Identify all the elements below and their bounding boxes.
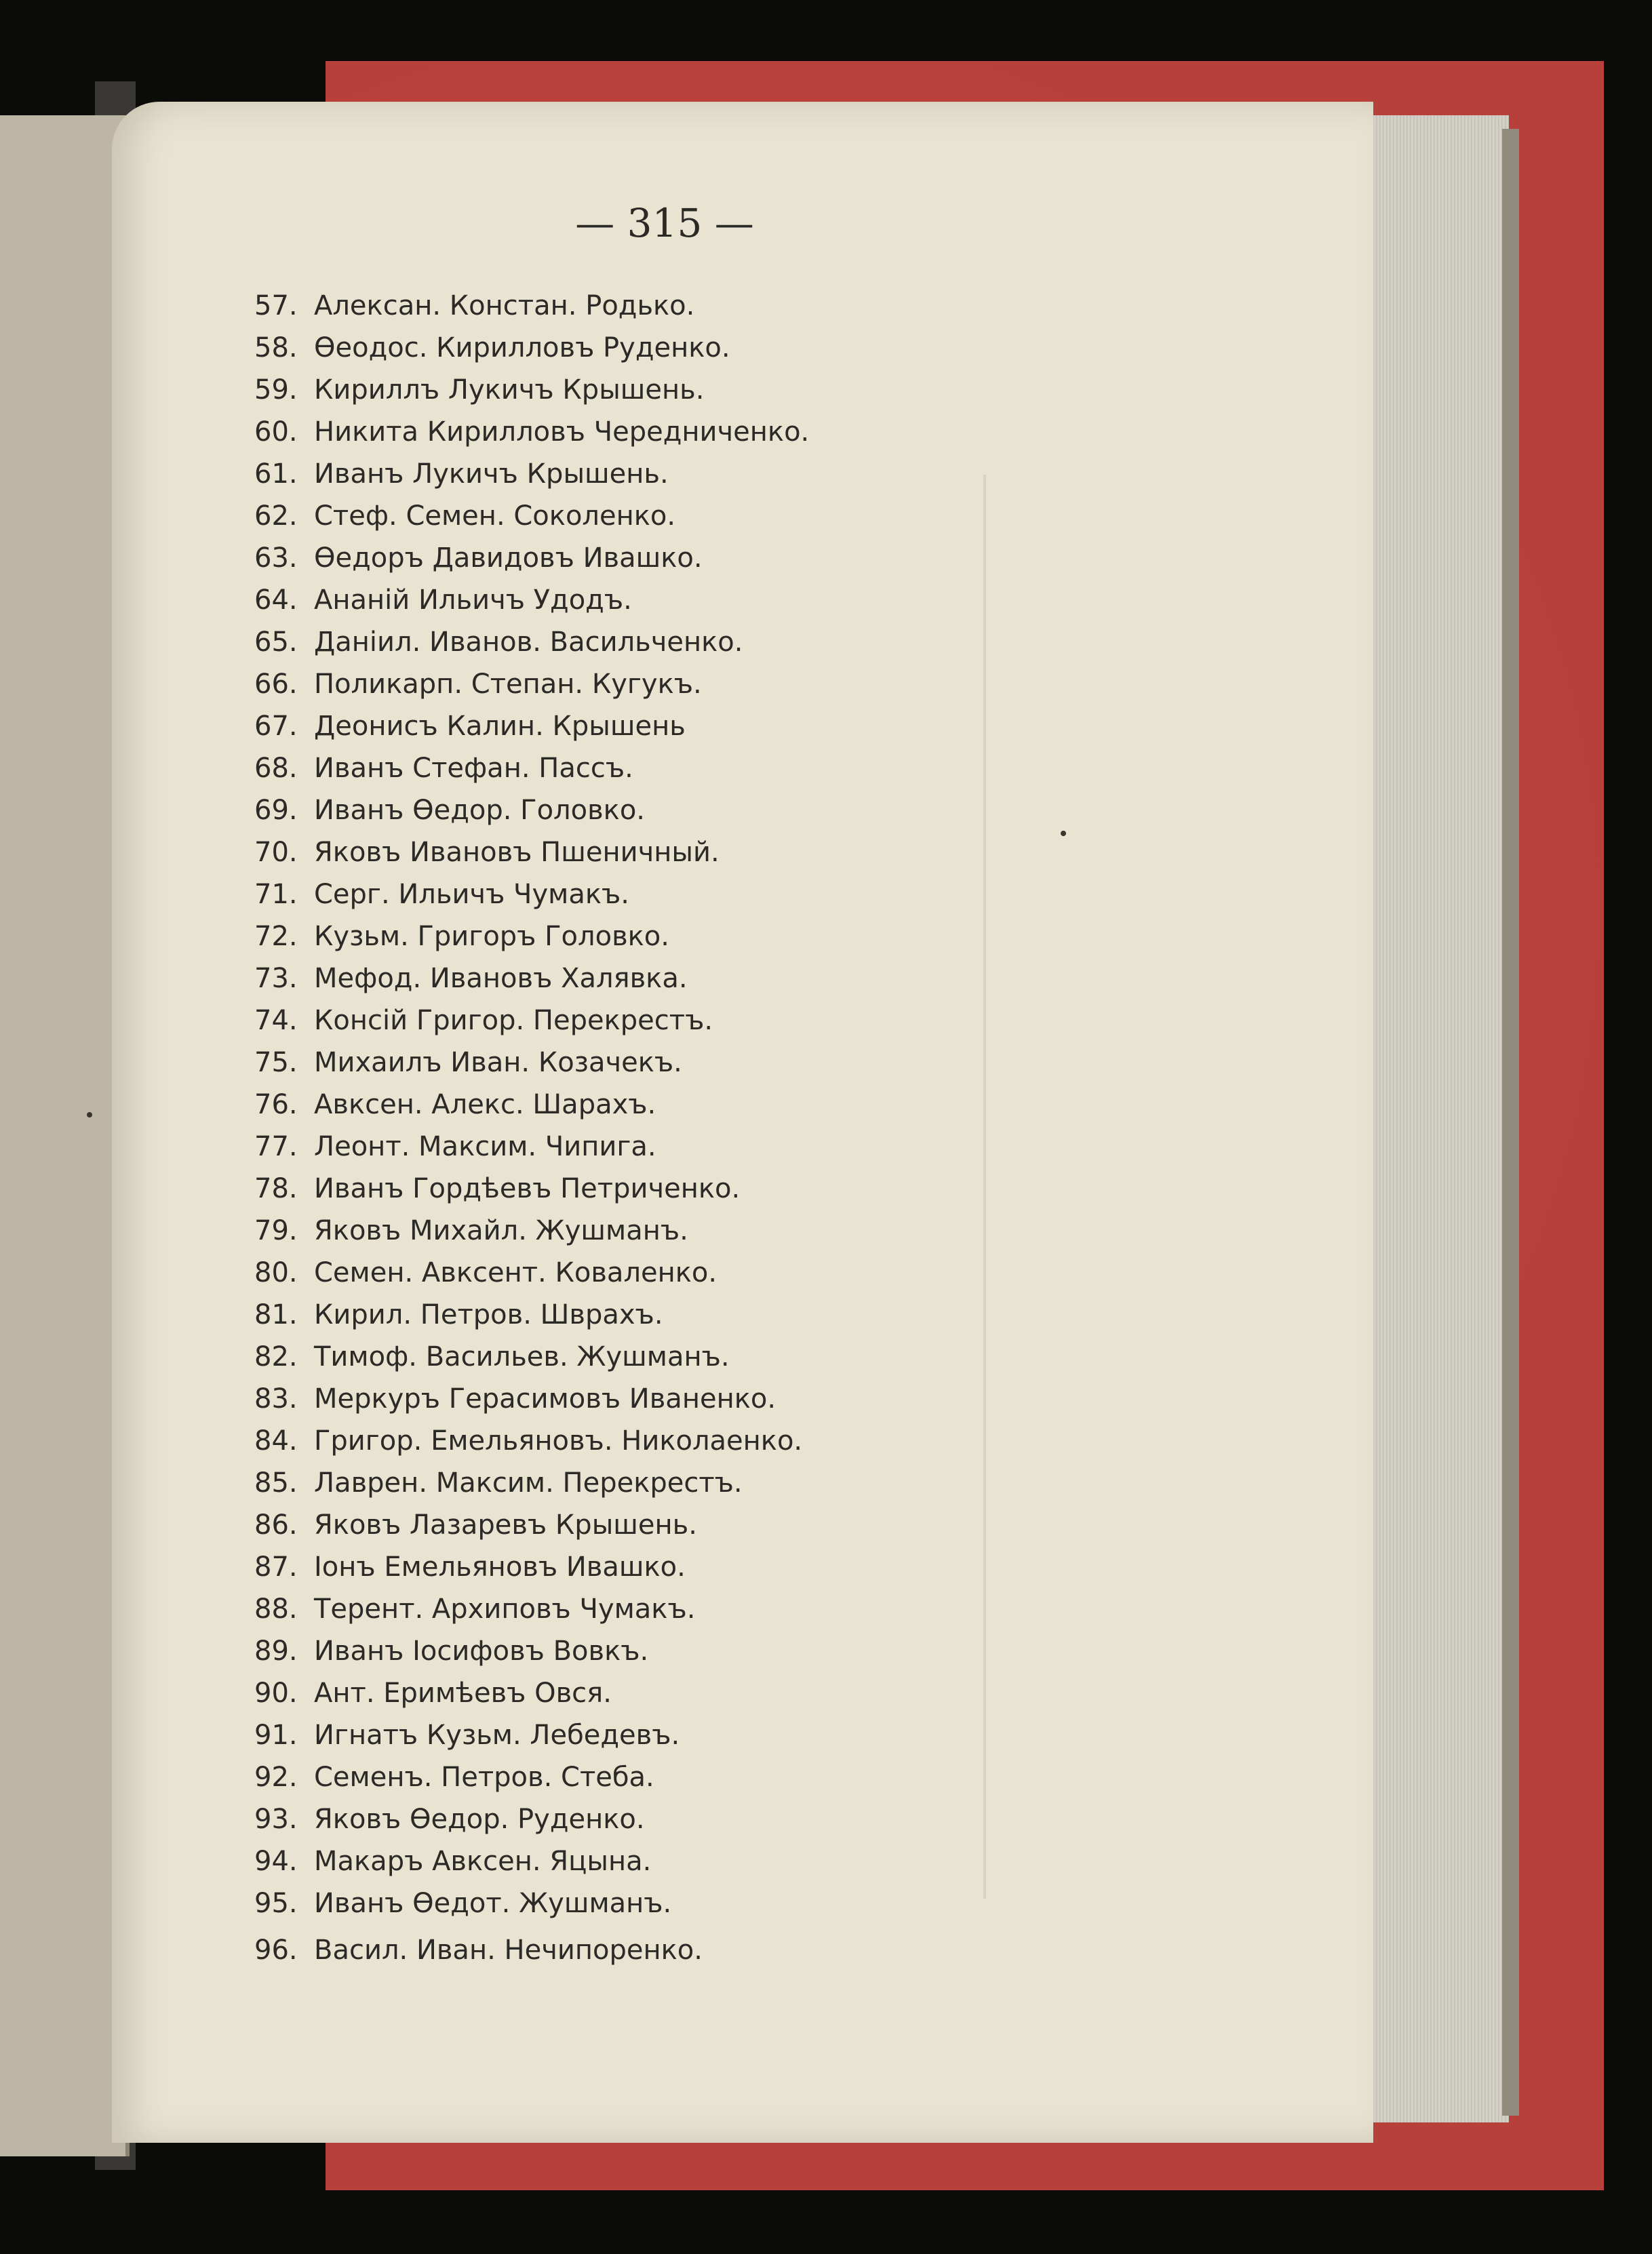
list-item [254, 285, 694, 327]
list-item [254, 1420, 802, 1462]
list-item [254, 1294, 663, 1336]
item-number: 77. [254, 1131, 298, 1162]
item-name: Иванъ Гордѣевъ Петриченко. [314, 1173, 741, 1204]
item-number: 95. [254, 1888, 298, 1919]
item-number: 87. [254, 1551, 298, 1583]
show-through [983, 475, 1230, 1899]
list-item [254, 1210, 688, 1252]
list-item [254, 1882, 671, 1924]
list-item [254, 453, 669, 495]
item-name: Меркуръ Герасимовъ Иваненко. [314, 1383, 776, 1415]
left-page [0, 115, 130, 2156]
item-number: 66. [254, 669, 298, 700]
item-name: Иванъ Ѳедот. Жушманъ. [314, 1888, 672, 1919]
item-name: Иванъ Ѳедор. Головко. [314, 795, 646, 826]
item-name: Консій Григор. Перекрестъ. [314, 1005, 713, 1036]
list-item [254, 1168, 740, 1210]
item-name: Ѳедоръ Давидовъ Ивашко. [314, 542, 703, 574]
list-item [254, 1126, 656, 1168]
list-item [254, 327, 730, 369]
list-item [254, 1714, 680, 1756]
list-item [254, 1336, 730, 1378]
item-number: 89. [254, 1636, 298, 1667]
item-number: 59. [254, 374, 298, 406]
list-item [254, 1546, 686, 1588]
list-item [254, 873, 629, 915]
item-number: 67. [254, 711, 298, 742]
list-item [254, 1630, 648, 1672]
item-name: Яковъ Ѳедор. Руденко. [314, 1804, 645, 1835]
page-edges-shadow [1502, 129, 1519, 2116]
item-name: Григор. Емельяновъ. Николаенко. [314, 1425, 803, 1457]
list-item [254, 1756, 654, 1798]
item-number: 86. [254, 1509, 298, 1541]
item-name: Авксен. Алекс. Шарахъ. [314, 1089, 656, 1120]
item-name: Михаилъ Иван. Козачекъ. [314, 1047, 682, 1078]
list-item [254, 1929, 703, 1971]
item-number: 92. [254, 1762, 298, 1793]
item-name: Мефод. Ивановъ Халявка. [314, 963, 688, 994]
list-item [254, 1042, 682, 1084]
item-name: Ананій Ильичъ Удодъ. [314, 585, 632, 616]
item-name: Іонъ Емельяновъ Ивашко. [314, 1551, 686, 1583]
list-item [254, 579, 632, 621]
item-name: Алексан. Констан. Родько. [314, 290, 695, 321]
paper-speck [1061, 831, 1066, 836]
list-item [254, 537, 703, 579]
item-number: 58. [254, 332, 298, 363]
paper-speck [87, 1112, 92, 1118]
item-number: 76. [254, 1089, 298, 1120]
list-item [254, 747, 633, 789]
item-number: 84. [254, 1425, 298, 1457]
item-number: 81. [254, 1299, 298, 1330]
item-name: Ант. Еримѣевъ Овся. [314, 1678, 612, 1709]
item-name: Иванъ Лукичъ Крышень. [314, 458, 669, 490]
list-item [254, 789, 645, 831]
item-name: Тимоф. Васильев. Жушманъ. [314, 1341, 730, 1372]
item-number: 88. [254, 1594, 298, 1625]
item-name: Игнатъ Кузьм. Лебедевъ. [314, 1720, 680, 1751]
list-item [254, 621, 743, 663]
item-number: 94. [254, 1846, 298, 1877]
item-name: Терент. Архиповъ Чумакъ. [314, 1594, 696, 1625]
item-name: Кирил. Петров. Шврахъ. [314, 1299, 663, 1330]
item-number: 78. [254, 1173, 298, 1204]
item-number: 85. [254, 1467, 298, 1499]
item-name: Яковъ Ивановъ Пшеничный. [314, 837, 720, 868]
item-name: Иванъ Стефан. Пассъ. [314, 753, 633, 784]
list-item [254, 1252, 717, 1294]
item-number: 63. [254, 542, 298, 574]
item-name: Даніил. Иванов. Васильченко. [314, 627, 743, 658]
item-name: Иванъ Іосифовъ Вовкъ. [314, 1636, 649, 1667]
item-number: 71. [254, 879, 298, 910]
item-number: 91. [254, 1720, 298, 1751]
item-number: 79. [254, 1215, 298, 1246]
item-number: 60. [254, 416, 298, 448]
item-name: Серг. Ильичъ Чумакъ. [314, 879, 629, 910]
item-number: 70. [254, 837, 298, 868]
list-item [254, 915, 669, 957]
item-number: 61. [254, 458, 298, 490]
item-number: 93. [254, 1804, 298, 1835]
item-number: 68. [254, 753, 298, 784]
item-name: Ѳеодос. Кирилловъ Руденко. [314, 332, 730, 363]
item-name: Яковъ Лазаревъ Крышень. [314, 1509, 697, 1541]
item-number: 74. [254, 1005, 298, 1036]
list-item [254, 1798, 645, 1840]
list-item [254, 957, 688, 1000]
item-name: Семенъ. Петров. Стеба. [314, 1762, 654, 1793]
item-number: 73. [254, 963, 298, 994]
item-number: 69. [254, 795, 298, 826]
list-item [254, 369, 704, 411]
item-number: 57. [254, 290, 298, 321]
list-item [254, 1588, 695, 1630]
list-item [254, 1840, 651, 1882]
list-item [254, 1000, 713, 1042]
list-item [254, 1084, 656, 1126]
item-name: Семен. Авксент. Коваленко. [314, 1257, 717, 1288]
page-number: — 315 — [575, 200, 754, 246]
item-number: 65. [254, 627, 298, 658]
item-name: Поликарп. Степан. Кугукъ. [314, 669, 702, 700]
item-number: 90. [254, 1678, 298, 1709]
list-item [254, 705, 686, 747]
item-name: Макаръ Авксен. Яцына. [314, 1846, 652, 1877]
item-name: Яковъ Михайл. Жушманъ. [314, 1215, 688, 1246]
item-name: Стеф. Семен. Соколенко. [314, 500, 676, 532]
item-number: 83. [254, 1383, 298, 1415]
item-name: Деонисъ Калин. Крышень [314, 711, 686, 742]
item-name: Васил. Иван. Нечипоренко. [314, 1935, 703, 1966]
item-number: 80. [254, 1257, 298, 1288]
item-name: Леонт. Максим. Чипига. [314, 1131, 656, 1162]
item-number: 96. [254, 1935, 298, 1966]
list-item [254, 1672, 612, 1714]
list-item [254, 1378, 776, 1420]
item-name: Кириллъ Лукичъ Крышень. [314, 374, 705, 406]
item-name: Кузьм. Григоръ Головко. [314, 921, 669, 952]
list-item [254, 411, 809, 453]
list-item [254, 1462, 743, 1504]
item-number: 82. [254, 1341, 298, 1372]
item-number: 64. [254, 585, 298, 616]
item-number: 62. [254, 500, 298, 532]
list-item [254, 1504, 697, 1546]
item-number: 72. [254, 921, 298, 952]
list-item [254, 831, 720, 873]
list-item [254, 663, 702, 705]
item-name: Никита Кирилловъ Чередниченко. [314, 416, 810, 448]
item-name: Лаврен. Максим. Перекрестъ. [314, 1467, 743, 1499]
list-item [254, 495, 675, 537]
page-edges [1363, 115, 1509, 2122]
item-number: 75. [254, 1047, 298, 1078]
